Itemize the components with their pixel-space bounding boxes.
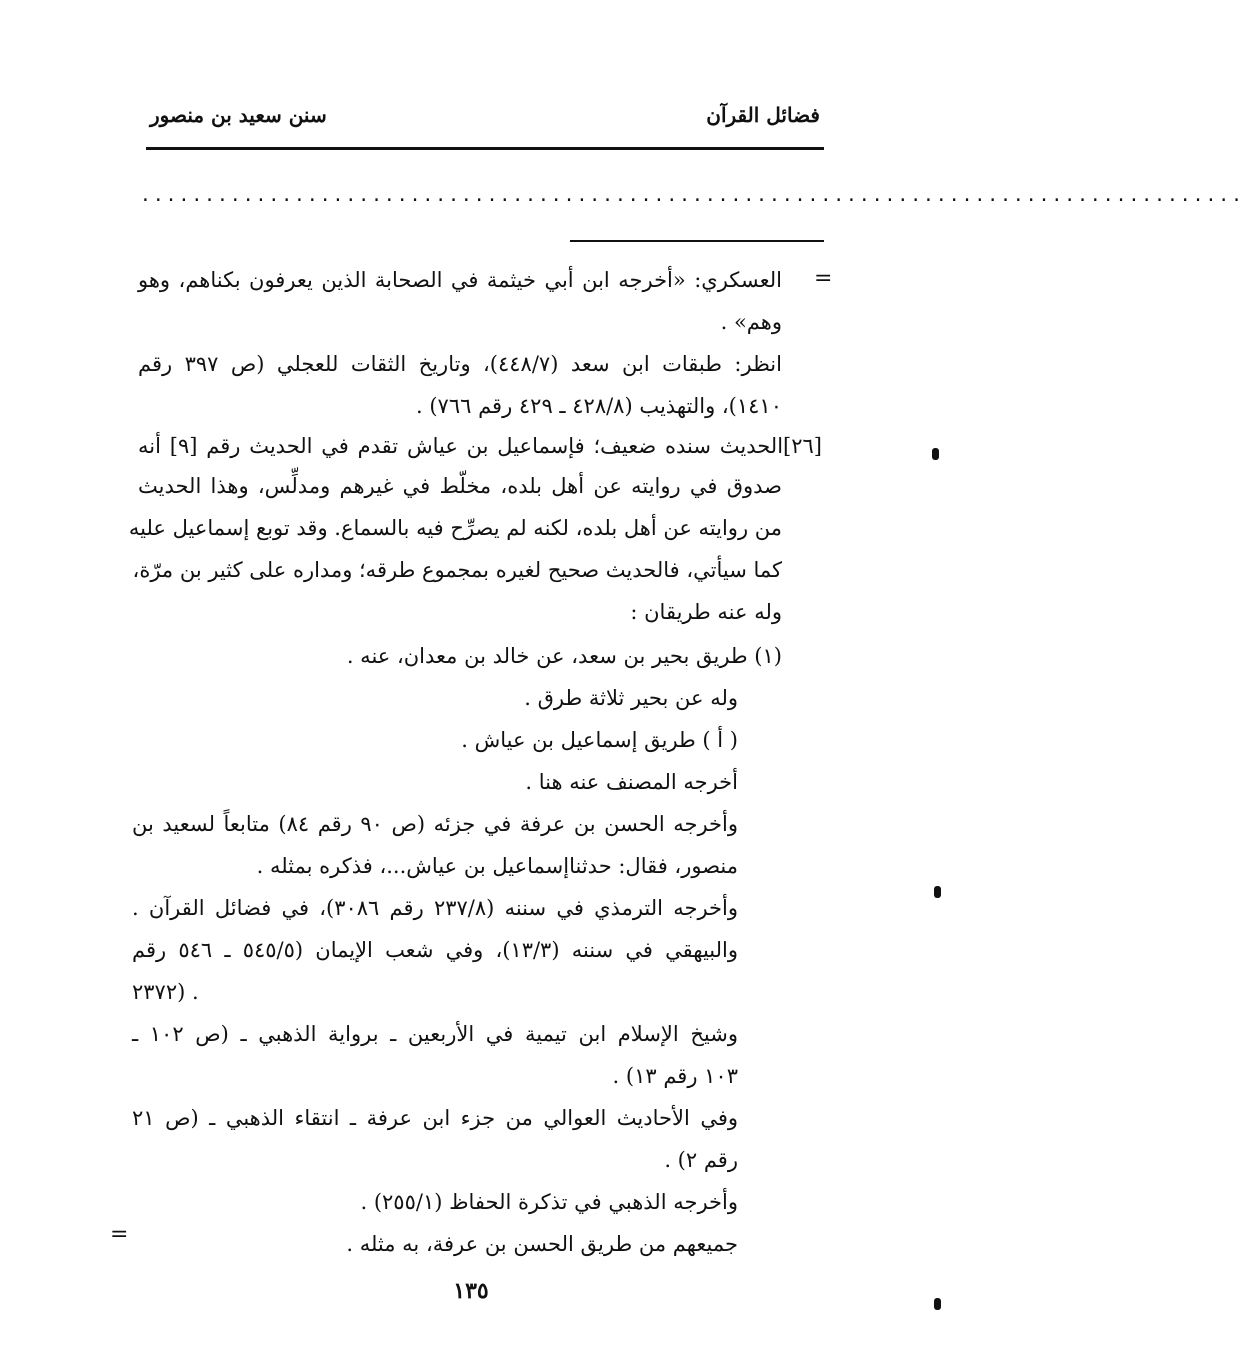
text-line: وهم» . [720,310,782,334]
text-line: رقم ٢) . [664,1148,738,1172]
text-line: وشيخ الإسلام ابن تيمية في الأربعين ـ برواية الذهبي ـ (ص ١٠٢ ـ [132,1022,738,1046]
text-line: وله عنه طريقان : [630,600,782,624]
hadith-number-line: [٢٦]الحديث سنده ضعيف؛ فإسماعيل بن عياش تقدم في الحديث رقم [٩] أنه [138,434,822,458]
text-line: وأخرجه الحسن بن عرفة في جزئه (ص ٩٠ رقم ٨٤) متابعاً لسعيد بن [132,812,739,836]
text-line: وأخرجه الترمذي في سننه (٢٣٧/٨ رقم ٣٠٨٦)، في فضائل القرآن . [132,896,738,920]
text-line: انظر: طبقات ابن سعد (٤٤٨/٧)، وتاريخ الثقات للعجلي (ص ٣٩٧ رقم [138,352,782,376]
scan-mark [934,886,941,898]
footnote-separator: ...................................................................................... [140,185,1244,206]
text-line: وفي الأحاديث العوالي من جزء ابن عرفة ـ انتقاء الذهبي ـ (ص ٢١ [132,1106,738,1130]
text-line: من روايته عن أهل بلده، لكنه لم يصرِّح فيه بالسماع. وقد توبع إسماعيل عليه [128,516,782,540]
header-rule [146,147,824,150]
continuation-mark-top: = [814,266,833,291]
running-header-book: سنن سعيد بن منصور [150,103,327,127]
text-line: كما سيأتي، فالحديث صحيح لغيره بمجموع طرقه؛ ومداره على كثير بن مرّة، [132,558,782,582]
text-line: ١٠٣ رقم ١٣) . [612,1064,738,1088]
text-line: صدوق في روايته عن أهل بلده، مخلّط في غيرهم ومدلِّس، وهذا الحديث [138,474,782,498]
text-line: (١) طريق بحير بن سعد، عن خالد بن معدان، عنه . [346,644,782,668]
text-line: أخرجه المصنف عنه هنا . [525,770,738,794]
page-number: ١٣٥ [453,1278,489,1304]
text-line: جميعهم من طريق الحسن بن عرفة، به مثله . [346,1232,738,1256]
text-line: ٢٣٧٢) . [132,980,199,1004]
scan-mark [932,448,939,460]
text-line: وأخرجه الذهبي في تذكرة الحفاظ (٢٥٥/١) . [360,1190,738,1214]
text-line: وله عن بحير ثلاثة طرق . [524,686,738,710]
text-line: منصور، فقال: حدثناإسماعيل بن عياش...، فذكره بمثله . [256,854,738,878]
text-line: والبيهقي في سننه (١٣/٣)، وفي شعب الإيمان (٥٤٥/٥ ـ ٥٤٦ رقم [132,938,738,962]
text-line: ( أ ) طريق إسماعيل بن عياش . [461,728,738,752]
footnote-rule [570,240,824,242]
text-line: العسكري: «أخرجه ابن أبي خيثمة في الصحابة الذين يعرفون بكناهم، وهو [138,268,782,292]
text-line: ١٤١٠)، والتهذيب (٤٢٨/٨ ـ ٤٢٩ رقم ٧٦٦) . [416,394,782,418]
running-header-chapter: فضائل القرآن [706,103,820,127]
continuation-mark-bottom: = [110,1222,129,1247]
